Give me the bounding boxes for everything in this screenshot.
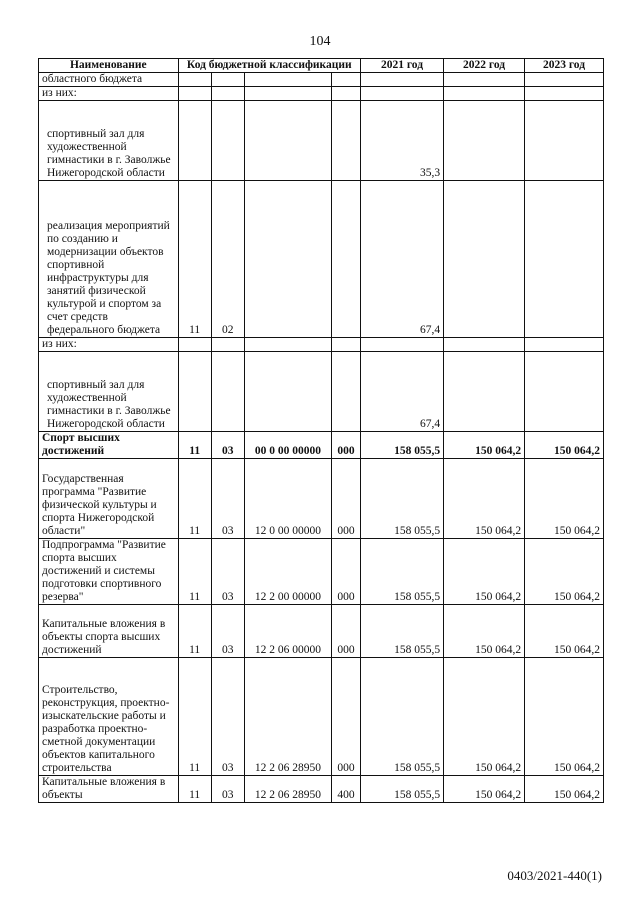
cell-2021: 158 055,5 — [360, 605, 443, 658]
cell-expense-type: 400 — [332, 776, 361, 803]
cell-2022 — [444, 181, 525, 338]
header-code: Код бюджетной классификации — [178, 59, 360, 73]
cell-name: Строительство, реконструкция, проектно-изыскательские работы и разработка проектно-сметной документации объектов капитального строительства — [39, 658, 179, 776]
cell-expense-type: 000 — [332, 432, 361, 459]
cell-expense-type — [332, 87, 361, 101]
cell-2021: 35,3 — [360, 101, 443, 181]
cell-target-article — [244, 352, 331, 432]
cell-2021: 158 055,5 — [360, 658, 443, 776]
cell-name: Капитальные вложения в объекты — [39, 776, 179, 803]
table-row — [39, 432, 604, 459]
cell-target-article: 12 2 00 00000 — [244, 539, 331, 605]
header-2022: 2022 год — [444, 59, 525, 73]
cell-2021: 158 055,5 — [360, 459, 443, 539]
cell-expense-type: 000 — [332, 605, 361, 658]
table-row — [39, 338, 604, 352]
table-row — [39, 776, 604, 803]
cell-name: из них: — [39, 87, 179, 101]
cell-2022: 150 064,2 — [444, 459, 525, 539]
cell-section — [178, 338, 211, 352]
cell-2021: 158 055,5 — [360, 776, 443, 803]
header-name: Наименование — [39, 59, 179, 73]
cell-name: Спорт высших достижений — [39, 432, 179, 459]
budget-table — [38, 58, 604, 803]
table-row — [39, 87, 604, 101]
cell-subsection: 03 — [211, 539, 244, 605]
table-row — [39, 101, 604, 181]
cell-2023 — [525, 181, 604, 338]
cell-target-article: 12 2 06 28950 — [244, 776, 331, 803]
header-2021: 2021 год — [360, 59, 443, 73]
cell-2022: 150 064,2 — [444, 658, 525, 776]
cell-target-article: 00 0 00 00000 — [244, 432, 331, 459]
cell-target-article — [244, 101, 331, 181]
cell-2021 — [360, 338, 443, 352]
cell-name: из них: — [39, 338, 179, 352]
cell-expense-type — [332, 352, 361, 432]
page-number: 104 — [309, 34, 331, 49]
cell-2021 — [360, 87, 443, 101]
cell-2021: 67,4 — [360, 181, 443, 338]
cell-2022: 150 064,2 — [444, 605, 525, 658]
cell-subsection — [211, 352, 244, 432]
cell-2023 — [525, 352, 604, 432]
table-row — [39, 352, 604, 432]
cell-2023: 150 064,2 — [525, 658, 604, 776]
cell-section — [178, 101, 211, 181]
cell-2023: 150 064,2 — [525, 459, 604, 539]
table-header-row — [39, 59, 604, 73]
cell-2022 — [444, 352, 525, 432]
cell-subsection — [211, 87, 244, 101]
cell-2021: 158 055,5 — [360, 432, 443, 459]
cell-2022: 150 064,2 — [444, 432, 525, 459]
cell-target-article: 12 0 00 00000 — [244, 459, 331, 539]
cell-2022: 150 064,2 — [444, 539, 525, 605]
cell-subsection: 02 — [211, 181, 244, 338]
cell-section: 11 — [178, 432, 211, 459]
cell-target-article: 12 2 06 00000 — [244, 605, 331, 658]
table-row — [39, 658, 604, 776]
cell-name: Подпрограмма "Развитие спорта высших достижений и системы подготовки спортивного резерва" — [39, 539, 179, 605]
cell-name: областного бюджета — [39, 73, 179, 87]
cell-2021: 67,4 — [360, 352, 443, 432]
cell-2023: 150 064,2 — [525, 605, 604, 658]
cell-section: 11 — [178, 539, 211, 605]
cell-2022 — [444, 73, 525, 87]
cell-expense-type: 000 — [332, 539, 361, 605]
cell-2023 — [525, 101, 604, 181]
cell-section — [178, 87, 211, 101]
cell-name: реализация мероприятий по созданию и модернизации объектов спортивной инфраструктуры для занятий физической культурой и спортом за счет средств федерального бюджета — [39, 181, 179, 338]
cell-2021: 158 055,5 — [360, 539, 443, 605]
table-row — [39, 539, 604, 605]
cell-section: 11 — [178, 776, 211, 803]
cell-target-article — [244, 87, 331, 101]
cell-subsection: 03 — [211, 459, 244, 539]
cell-section: 11 — [178, 605, 211, 658]
cell-2023: 150 064,2 — [525, 776, 604, 803]
cell-expense-type — [332, 101, 361, 181]
cell-section: 11 — [178, 181, 211, 338]
cell-subsection: 03 — [211, 776, 244, 803]
cell-name: Государственная программа "Развитие физической культуры и спорта Нижегородской области" — [39, 459, 179, 539]
cell-expense-type — [332, 73, 361, 87]
cell-target-article — [244, 181, 331, 338]
cell-target-article: 12 2 06 28950 — [244, 658, 331, 776]
cell-name: Капитальные вложения в объекты спорта высших достижений — [39, 605, 179, 658]
cell-name: спортивный зал для художественной гимнастики в г. Заволжье Нижегородской области — [39, 352, 179, 432]
cell-2022 — [444, 338, 525, 352]
cell-subsection — [211, 101, 244, 181]
cell-2023: 150 064,2 — [525, 432, 604, 459]
cell-2023 — [525, 87, 604, 101]
table-row — [39, 605, 604, 658]
cell-target-article — [244, 338, 331, 352]
cell-section — [178, 73, 211, 87]
header-2023: 2023 год — [525, 59, 604, 73]
cell-section: 11 — [178, 658, 211, 776]
cell-2023 — [525, 338, 604, 352]
cell-expense-type — [332, 338, 361, 352]
cell-2022 — [444, 87, 525, 101]
cell-2021 — [360, 73, 443, 87]
cell-2022: 150 064,2 — [444, 776, 525, 803]
table-row — [39, 459, 604, 539]
table-body — [39, 73, 604, 803]
table-row — [39, 181, 604, 338]
cell-2023: 150 064,2 — [525, 539, 604, 605]
cell-expense-type — [332, 181, 361, 338]
cell-subsection: 03 — [211, 432, 244, 459]
table-row — [39, 73, 604, 87]
cell-expense-type: 000 — [332, 658, 361, 776]
cell-target-article — [244, 73, 331, 87]
document-code: 0403/2021-440(1) — [507, 868, 602, 883]
cell-2022 — [444, 101, 525, 181]
cell-name: спортивный зал для художественной гимнастики в г. Заволжье Нижегородской области — [39, 101, 179, 181]
cell-2023 — [525, 73, 604, 87]
cell-expense-type: 000 — [332, 459, 361, 539]
cell-subsection — [211, 73, 244, 87]
cell-section: 11 — [178, 459, 211, 539]
cell-subsection — [211, 338, 244, 352]
cell-subsection: 03 — [211, 605, 244, 658]
cell-section — [178, 352, 211, 432]
cell-subsection: 03 — [211, 658, 244, 776]
